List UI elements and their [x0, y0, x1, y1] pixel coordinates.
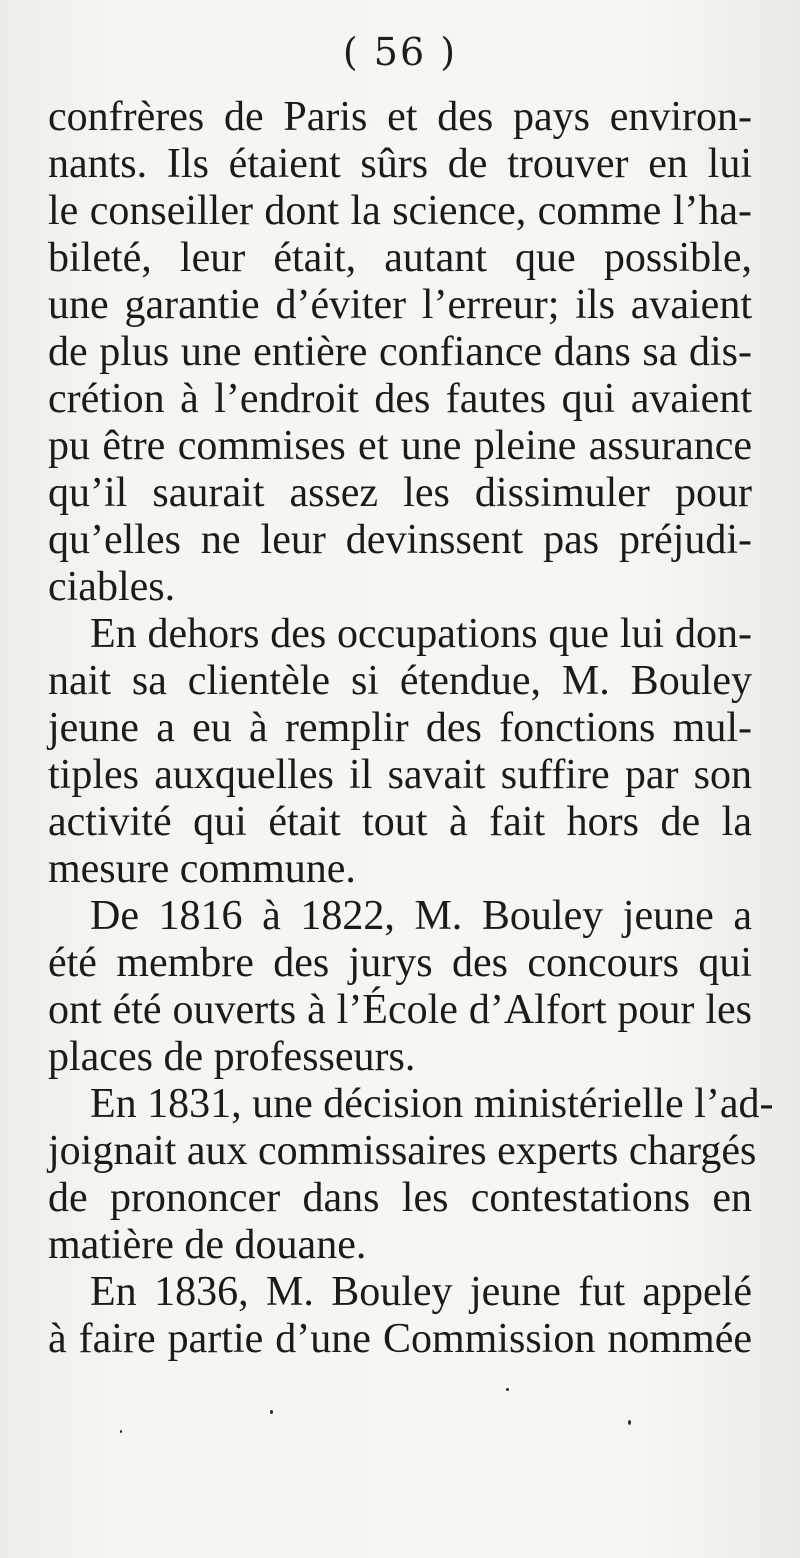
- text-line: activité qui était tout à fait hors de la: [48, 799, 752, 845]
- text-line: matière de douane.: [48, 1222, 367, 1268]
- paragraph-start-line: De 1816 à 1822, M. Bouley jeune a: [90, 893, 752, 939]
- text-line: places de professeurs.: [48, 1034, 416, 1080]
- text-line: joignait aux commissaires experts chargés: [48, 1128, 757, 1174]
- text-line: qu’elles ne leur devinssent pas préjudi-: [48, 517, 752, 563]
- page-number: ( 56 ): [342, 30, 458, 74]
- text-line: le conseiller dont la science, comme l’ha-: [48, 188, 752, 234]
- text-line: à faire partie d’une Commission nommée: [48, 1316, 752, 1362]
- ink-speck: [120, 1430, 122, 1433]
- paragraph-start-line: En dehors des occupations que lui don-: [90, 611, 752, 657]
- ink-speck: [628, 1420, 631, 1425]
- text-line: de plus une entière confiance dans sa dis-: [48, 329, 752, 375]
- text-line: confrères de Paris et des pays environ-: [48, 94, 752, 140]
- text-line: tiples auxquelles il savait suffire par son: [48, 752, 752, 798]
- text-line: bileté, leur était, autant que possible,: [48, 235, 752, 281]
- text-line: mesure commune.: [48, 846, 356, 892]
- text-line: qu’il saurait assez les dissimuler pour: [48, 470, 752, 516]
- text-line: nait sa clientèle si étendue, M. Bouley: [48, 658, 752, 704]
- text-line: ont été ouverts à l’École d’Alfort pour les: [48, 987, 752, 1033]
- ink-speck: [506, 1388, 509, 1391]
- text-line: de prononcer dans les contestations en: [48, 1175, 752, 1221]
- text-line: une garantie d’éviter l’erreur; ils avaient: [48, 282, 752, 328]
- text-line: pu être commises et une pleine assurance: [48, 423, 752, 469]
- ink-speck: [270, 1410, 273, 1414]
- text-line: crétion à l’endroit des fautes qui avaient: [48, 376, 752, 422]
- text-line: ciables.: [48, 564, 176, 610]
- text-line: été membre des jurys des concours qui: [48, 940, 752, 986]
- text-line: jeune a eu à remplir des fonctions mul-: [48, 705, 752, 751]
- paragraph-start-line: En 1831, une décision ministérielle l’ad-: [90, 1081, 774, 1127]
- text-line: nants. Ils étaient sûrs de trouver en lui: [48, 141, 752, 187]
- paragraph-start-line: En 1836, M. Bouley jeune fut appelé: [90, 1269, 752, 1315]
